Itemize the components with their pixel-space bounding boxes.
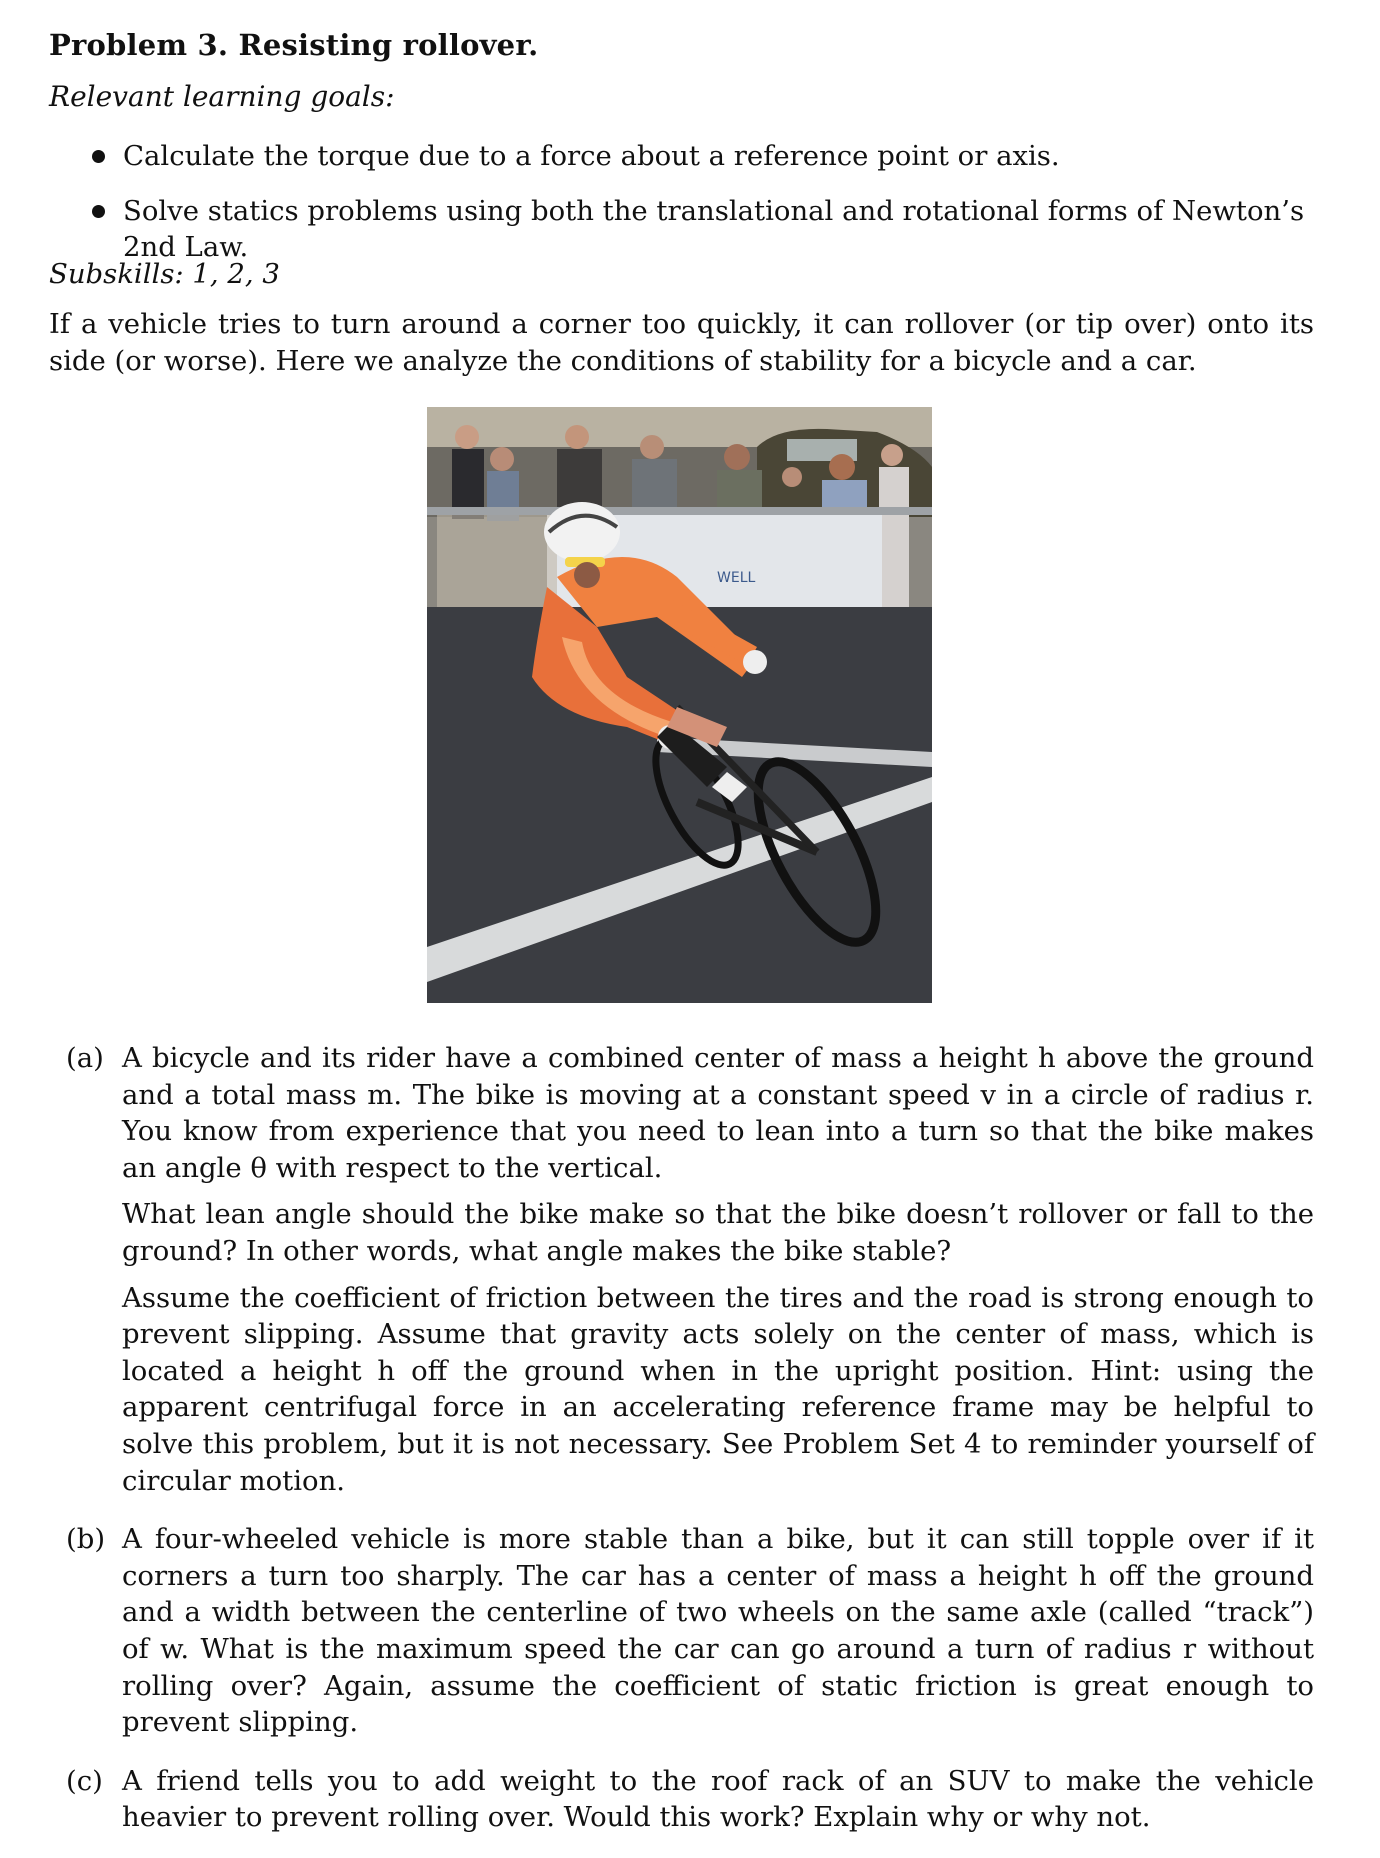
learning-goal-item — [92, 193, 1342, 265]
intro-paragraph: If a vehicle tries to turn around a corner too quickly, it can rollover (or tip over) onto its side (or worse). Here we analyze the conditions of stability for a bicycle and a car. — [49, 308, 1314, 377]
part-label: (b) — [66, 1523, 106, 1556]
learning-goal-text: Calculate the torque due to a force about a reference point or axis. — [123, 140, 1060, 172]
part-b — [66, 1521, 1314, 1741]
part-paragraph: A friend tells you to add weight to the roof rack of an SUV to make the vehicle heavier to prevent rolling over. Would this work? Explain why or why not. — [122, 1764, 1314, 1834]
part-paragraph: A four-wheeled vehicle is more stable than a bike, but it can still topple over if it corners a turn too sharply. The car has a center of mass a height h off the ground and a width between the centerline of two wheels on the same axle (called “track”) of w. What is the maximum speed the car can go around a turn of radius r without rolling over? Again, assume the coefficient of static friction is great enough to prevent slipping. — [122, 1523, 1314, 1739]
banner-text: WELL — [717, 570, 756, 586]
part-paragraph: Assume the coefficient of friction between the tires and the road is strong enough to prevent slipping. Assume that gravity acts solely on the center of mass, which is located a height h off the ground when in the upright position. Hint: using the apparent centrifugal force in an accelerating reference frame may be helpful to solve this problem, but it is not necessary. See Problem Set 4 to reminder yourself of circular motion. — [122, 1281, 1314, 1497]
part-paragraph: A bicycle and its rider have a combined center of mass a height h above the ground and a total mass m. The bike is moving at a constant speed v in a circle of radius r. You know from experience that you need to lean into a turn so that the bike makes an angle θ with respect to the vertical. — [122, 1042, 1314, 1184]
learning-goal-text: Solve statics problems using both the translational and rotational forms of Newton’s 2nd Law. — [123, 195, 1305, 263]
part-c — [66, 1763, 1314, 1836]
part-paragraph: What lean angle should the bike make so that the bike doesn’t rollover or fall to the ground? In other words, what angle makes the bike stable? — [122, 1198, 1314, 1267]
subskills: Subskills: 1, 2, 3 — [49, 258, 280, 290]
learning-goals-label: Relevant learning goals: — [49, 80, 395, 113]
learning-goal-item — [92, 138, 1342, 174]
part-label: (c) — [66, 1764, 103, 1797]
part-label: (a) — [66, 1042, 104, 1074]
bullet-icon — [92, 205, 105, 218]
bullet-icon — [92, 150, 105, 163]
problem-parts — [66, 1040, 1314, 1858]
cyclist-photo — [427, 407, 932, 1003]
part-a — [66, 1040, 1314, 1499]
problem-title: Problem 3. Resisting rollover. — [49, 28, 539, 62]
